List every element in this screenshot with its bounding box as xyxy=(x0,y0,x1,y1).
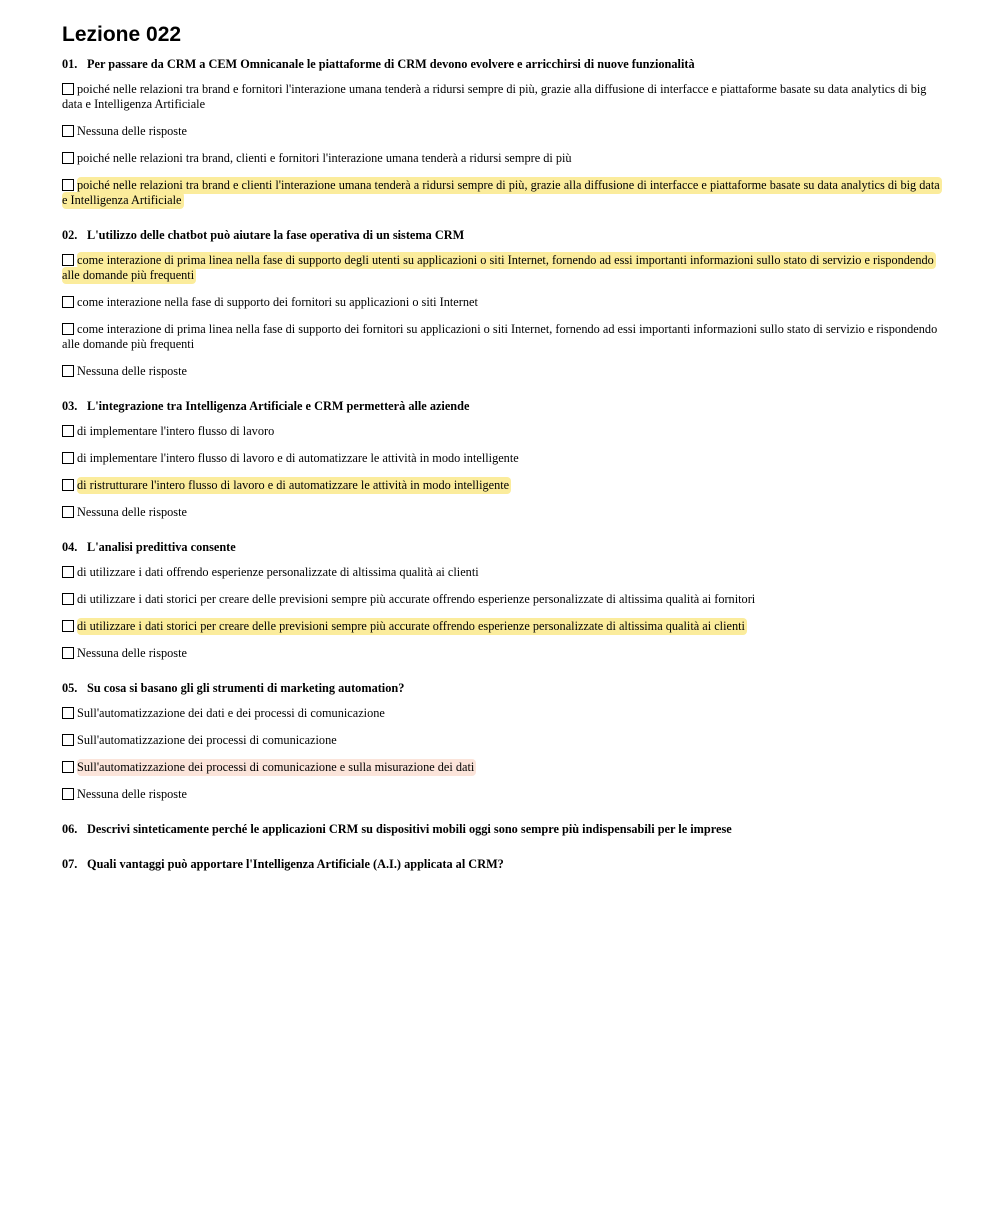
answer-checkbox[interactable] xyxy=(62,647,74,659)
question-block xyxy=(62,857,940,872)
question-number: 05. xyxy=(62,681,78,695)
answer-option[interactable] xyxy=(62,424,940,439)
answer-option[interactable] xyxy=(62,151,940,166)
answer-checkbox[interactable] xyxy=(62,788,74,800)
question-number: 07. xyxy=(62,857,78,871)
quiz-page xyxy=(62,22,940,892)
answer-text: di utilizzare i dati offrendo esperienze personalizzate di altissima qualità ai clienti xyxy=(77,565,479,579)
question-text xyxy=(62,399,940,414)
answer-checkbox[interactable] xyxy=(62,254,74,266)
answer-list xyxy=(62,424,940,520)
question-number: 06. xyxy=(62,822,78,836)
answer-text: poiché nelle relazioni tra brand, clienti e fornitori l'interazione umana tenderà a ridursi sempre di più xyxy=(77,151,572,165)
answer-text: come interazione di prima linea nella fase di supporto degli utenti su applicazioni o siti Internet, fornendo ad essi importanti informazioni sullo stato di servizio e rispondendo alle domande più frequenti xyxy=(62,253,934,282)
question-label: Su cosa si basano gli gli strumenti di marketing automation? xyxy=(87,681,405,695)
question-text xyxy=(62,857,940,872)
answer-text: come interazione nella fase di supporto dei fornitori su applicazioni o siti Internet xyxy=(77,295,478,309)
answer-list xyxy=(62,706,940,802)
answer-text: Nessuna delle risposte xyxy=(77,787,187,801)
answer-option[interactable] xyxy=(62,478,940,493)
answer-text: di ristrutturare l'intero flusso di lavoro e di automatizzare le attività in modo intelligente xyxy=(77,478,510,492)
answer-option[interactable] xyxy=(62,364,940,379)
answer-text: poiché nelle relazioni tra brand e fornitori l'interazione umana tenderà a ridursi sempre di più, grazie alla diffusione di interfacce e piattaforme basate su data analytics di big data e Intelligenza Artificiale xyxy=(62,82,927,111)
answer-option[interactable] xyxy=(62,787,940,802)
answer-option[interactable] xyxy=(62,82,940,112)
answer-checkbox[interactable] xyxy=(62,734,74,746)
answer-checkbox[interactable] xyxy=(62,506,74,518)
question-block xyxy=(62,681,940,802)
answer-checkbox[interactable] xyxy=(62,566,74,578)
answer-checkbox[interactable] xyxy=(62,296,74,308)
answer-checkbox[interactable] xyxy=(62,323,74,335)
question-text xyxy=(62,540,940,555)
question-block xyxy=(62,540,940,661)
answer-option[interactable] xyxy=(62,733,940,748)
answer-option[interactable] xyxy=(62,505,940,520)
question-text xyxy=(62,681,940,696)
answer-text: di utilizzare i dati storici per creare delle previsioni sempre più accurate offrendo esperienze personalizzate di altissima qualità ai clienti xyxy=(77,619,745,633)
answer-checkbox[interactable] xyxy=(62,425,74,437)
question-number: 02. xyxy=(62,228,78,242)
answer-checkbox[interactable] xyxy=(62,620,74,632)
answer-option[interactable] xyxy=(62,322,940,352)
answer-checkbox[interactable] xyxy=(62,179,74,191)
answer-checkbox[interactable] xyxy=(62,83,74,95)
answer-checkbox[interactable] xyxy=(62,761,74,773)
answer-checkbox[interactable] xyxy=(62,452,74,464)
answer-list xyxy=(62,565,940,661)
question-label: L'integrazione tra Intelligenza Artificiale e CRM permetterà alle aziende xyxy=(87,399,470,413)
answer-option[interactable] xyxy=(62,253,940,283)
answer-text: come interazione di prima linea nella fase di supporto dei fornitori su applicazioni o siti Internet, fornendo ad essi importanti informazioni sullo stato di servizio e rispondendo alle domande più frequenti xyxy=(62,322,938,351)
question-text xyxy=(62,57,940,72)
question-label: L'analisi predittiva consente xyxy=(87,540,236,554)
answer-text: Sull'automatizzazione dei processi di comunicazione xyxy=(77,733,337,747)
answer-option[interactable] xyxy=(62,760,940,775)
answer-checkbox[interactable] xyxy=(62,593,74,605)
question-number: 04. xyxy=(62,540,78,554)
question-label: L'utilizzo delle chatbot può aiutare la fase operativa di un sistema CRM xyxy=(87,228,465,242)
answer-text: Nessuna delle risposte xyxy=(77,646,187,660)
question-label: Descrivi sinteticamente perché le applicazioni CRM su dispositivi mobili oggi sono sempre più indispensabili per le imprese xyxy=(87,822,732,836)
question-block xyxy=(62,228,940,379)
answer-text: Sull'automatizzazione dei processi di comunicazione e sulla misurazione dei dati xyxy=(77,760,475,774)
question-label: Per passare da CRM a CEM Omnicanale le piattaforme di CRM devono evolvere e arricchirsi di nuove funzionalità xyxy=(87,57,695,71)
answer-checkbox[interactable] xyxy=(62,365,74,377)
answer-option[interactable] xyxy=(62,619,940,634)
answer-option[interactable] xyxy=(62,706,940,721)
answer-option[interactable] xyxy=(62,451,940,466)
answer-text: Sull'automatizzazione dei dati e dei processi di comunicazione xyxy=(77,706,385,720)
answer-list xyxy=(62,253,940,379)
answer-text: Nessuna delle risposte xyxy=(77,364,187,378)
answer-checkbox[interactable] xyxy=(62,479,74,491)
answer-list xyxy=(62,82,940,208)
answer-text: poiché nelle relazioni tra brand e clienti l'interazione umana tenderà a ridursi sempre di più, grazie alla diffusione di interfacce e piattaforme basate su data analytics di big data e Intelligenza Artificiale xyxy=(62,178,940,207)
answer-text: di implementare l'intero flusso di lavoro e di automatizzare le attività in modo intelligente xyxy=(77,451,519,465)
answer-text: di implementare l'intero flusso di lavoro xyxy=(77,424,275,438)
answer-checkbox[interactable] xyxy=(62,125,74,137)
answer-checkbox[interactable] xyxy=(62,152,74,164)
lesson-title: Lezione 022 xyxy=(62,23,182,46)
answer-text: Nessuna delle risposte xyxy=(77,505,187,519)
question-list xyxy=(62,57,940,872)
answer-option[interactable] xyxy=(62,646,940,661)
question-block xyxy=(62,399,940,520)
question-block xyxy=(62,57,940,208)
question-text xyxy=(62,228,940,243)
answer-option[interactable] xyxy=(62,295,940,310)
answer-checkbox[interactable] xyxy=(62,707,74,719)
question-number: 01. xyxy=(62,57,78,71)
question-label: Quali vantaggi può apportare l'Intelligenza Artificiale (A.I.) applicata al CRM? xyxy=(87,857,504,871)
answer-text: Nessuna delle risposte xyxy=(77,124,187,138)
question-block xyxy=(62,822,940,837)
answer-option[interactable] xyxy=(62,178,940,208)
answer-option[interactable] xyxy=(62,592,940,607)
question-text xyxy=(62,822,940,837)
question-number: 03. xyxy=(62,399,78,413)
answer-option[interactable] xyxy=(62,124,940,139)
answer-option[interactable] xyxy=(62,565,940,580)
answer-text: di utilizzare i dati storici per creare delle previsioni sempre più accurate offrendo esperienze personalizzate di altissima qualità ai fornitori xyxy=(77,592,756,606)
